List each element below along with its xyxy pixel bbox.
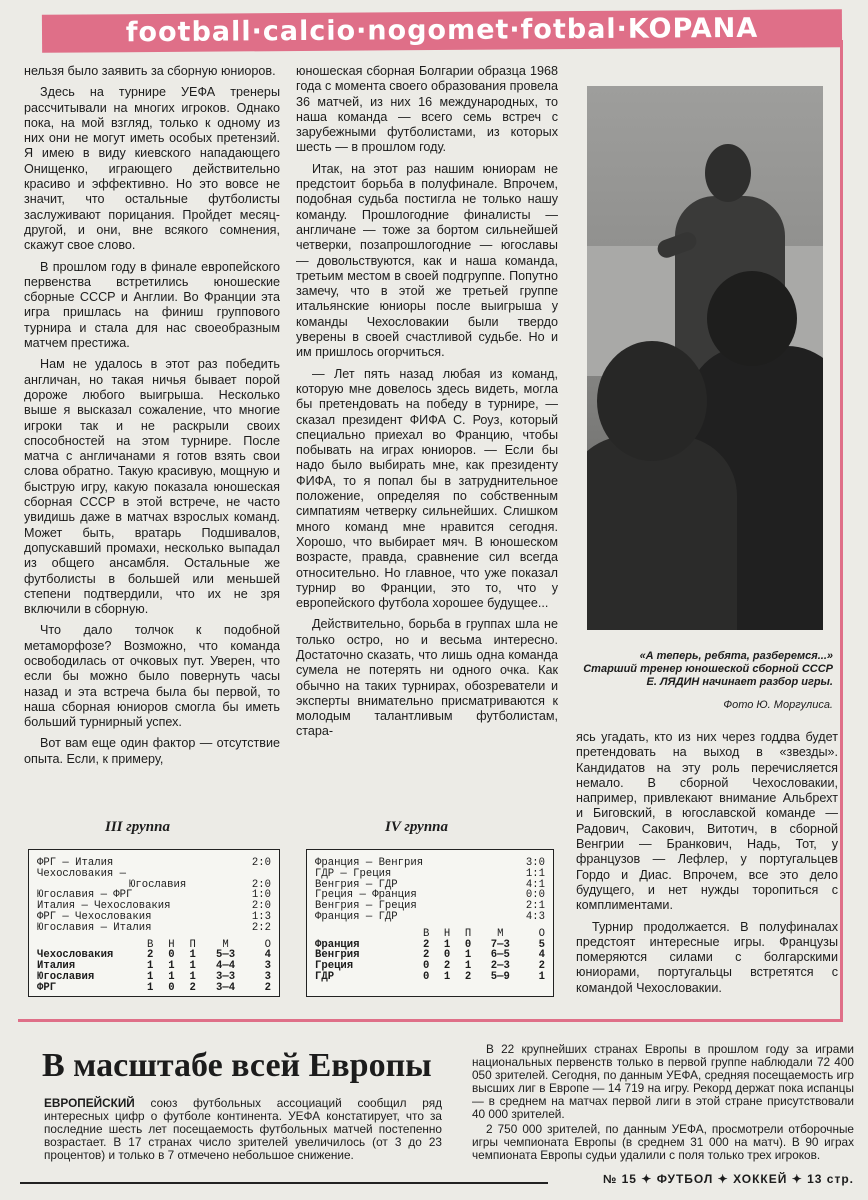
photo-caption	[583, 650, 833, 712]
standings-row: ГДР 0 1 2 5—9 1	[315, 970, 545, 983]
group-4-table	[306, 849, 554, 997]
paragraph: ясь угадать, кто из них через годдва будет претендовать на выход в «звезды». Кандидатов на эту роль перечисляется немало. В сборной Чехословакии, например, привлекают внимание Альбрехт и Биговский, в югославской команде — Радович, Сакович, Витотич, в сборной Венгрии — Бранкович, Надь, Тот, у французов — Лефлер, у португальцев Гордо и Диас. Впрочем, все это дело будущего, и нет нужды торопиться с комплиментами.	[576, 730, 838, 913]
article-headline: В масштабе всей Европы	[42, 1047, 432, 1084]
uefa-article-intro	[44, 1097, 442, 1162]
standings-row: Чехословакия 2 0 1 5—3 4	[37, 949, 271, 962]
standings-header: В Н П М О	[146, 938, 271, 951]
section-banner: football·calcio·nogomet·fotbal·KOPANA	[42, 9, 842, 53]
match-row: Венгрия — ГДР 4:1	[315, 878, 545, 891]
lead-word: ЕВРОПЕЙСКИЙ	[44, 1096, 135, 1110]
paragraph: Действительно, борьба в группах шла не только остро, но и весьма интересно. Достаточно сказать, что лишь одна команда сумела не потерять ни одного очка. Как обычно на таких турнирах, обозреватели и эксперты внимательно присматриваются к молодым талантливым футболистам, стара-	[296, 617, 558, 739]
photo-caption-text: «А теперь, ребята, разберемся...» Старший тренер юношеской сборной СССР Е. ЛЯДИН начинает разбор игры.	[583, 650, 833, 688]
paragraph: Нам не удалось в этот раз победить англичан, но такая ничья бывает порой дороже любого выигрыша. Несколько выше я высказал сожаление, что многие игроки так и не раскрыли своих способностей на этом турнире. После матча с англичанами я готов взять свои слова обратно. Такую красивую, мощную и быструю игру, какую показала юношеская сборная СССР в этой встрече, не часто увидишь даже в матчах взрослых команд. Может быть, вратарь Подшивалов, допускавший промахи, несколько выпадал из общего ансамбля. Остальные же футболисты в большей или меньшей степени подтвердили, что их не зря включили в сборную.	[24, 357, 280, 617]
paragraph: В прошлом году в финале европейского первенства встретились юношеские сборные СССР и Англии. Во Франции эта игра пришлась на финиш группового турнира и стала для нас своеобразным матчем престижа.	[24, 259, 280, 351]
uefa-article-body	[472, 1043, 854, 1164]
standings-row: Италия 1 1 1 4—4 3	[37, 960, 271, 973]
match-row: Венгрия — Греция 2:1	[315, 900, 545, 913]
article-column-3	[576, 730, 838, 1010]
paragraph: В 22 крупнейших странах Европы в прошлом году за играми национальных первенств только в первой группе наблюдали 72 400 050 зрителей. Сегодня, по данным УЕФА, средняя посещаемость игр высших лиг в Европе — 14 719 на игру. Рекорд держат пока испанцы — в среднем на матчах первой лиги в этой стране присутствовали 40 000 зрителей.	[472, 1042, 854, 1121]
article-column-2	[296, 64, 558, 810]
match-row: ФРГ — Италия 2:0	[37, 857, 271, 869]
article-column-1	[24, 64, 280, 810]
photo-credit: Фото Ю. Моргулиса.	[723, 699, 833, 711]
paragraph: Что дало толчок к подобной метаморфозе? Возможно, что команда освободилась от очковых пут. Уверен, что если бы можно было повернуть часы назад и эта встреча была бы первой, то наша сборная юниоров смогла бы иметь больший турнирный успех.	[24, 623, 280, 730]
paragraph: 2 750 000 зрителей, по данным УЕФА, просмотрели отборочные игры чемпионата Европы (в среднем 31 000 на матч). В 90 играх чемпионата Европы судьи удалили с поля только трех игроков.	[472, 1122, 854, 1162]
standings-row: Югославия 1 1 1 3—3 3	[37, 970, 271, 983]
match-row: Франция — ГДР 4:3	[315, 910, 545, 923]
match-row: Франция — Венгрия 3:0	[315, 857, 545, 869]
standings-header: В Н П М О	[423, 927, 545, 940]
paragraph: Вот вам еще один фактор — отсутствие опыта. Если, к примеру,	[24, 736, 280, 766]
paragraph: — Лет пять назад любая из команд, которую мне довелось здесь видеть, могла бы претендовать на победу в турнире, — сказал президент ФИФА С. Роуз, который специально приехал во Францию, чтобы побывать на играх юниоров. — Если бы надо было выбирать мне, как президенту ФИФА, то я попал бы в затруднительное положение, определяя по собственным симпатиям четверку сильнейших. Слишком много команд мне нравится сегодня. Хорошо, что выбирает мяч. В юношеском возрасте, правда, сравнение сил всегда относительно. Но главное, что уже показал турнир во Франции, это то, что у европейского футбола хорошее будущее...	[296, 366, 558, 611]
intro-text: союз футбольных ассоциаций сообщил ряд интересных цифр о футболе континента. УЕФА констатирует, что за последние шесть лет посещаемость футбольных матчей постепенно возрастает. В 17 странах число зрителей увеличилось (от 3 до 23 процентов) и только в 7 отмечено небольшое снижение.	[44, 1096, 442, 1162]
page-footer: № 15 ✦ ФУТБОЛ ✦ ХОККЕЙ ✦ 13 стр.	[602, 1172, 854, 1186]
border-line-vertical	[840, 40, 843, 1020]
group-4-title: IV группа	[385, 819, 449, 835]
match-row: Италия — Чехословакия 2:0	[37, 900, 271, 913]
standings-row: Венгрия 2 0 1 6—5 4	[315, 949, 545, 962]
team-photo	[587, 86, 823, 630]
match-row: Греция — Франция 0:0	[315, 889, 545, 902]
standings-row: Греция 0 2 1 2—3 2	[315, 960, 545, 973]
paragraph: Здесь на турнире УЕФА тренеры рассчитывали на многих игроков. Однако пока, на мой взгляд, только к одному из них они не могут иметь особых претензий. Я имею в виду киевского нападающего Онищенко, играющего действительно красиво и эффективно. Но это вовсе не значит, что остальные футболисты заслуживают порицания. Пройдет месяц-другой, и они, вне всякого сомнения, скажут свое слово.	[24, 85, 280, 253]
border-line-horizontal	[18, 1019, 843, 1022]
match-row: ГДР — Греция 1:1	[315, 867, 545, 880]
match-row: Югославия 2:0	[129, 878, 271, 891]
group-3-title: III группа	[105, 819, 170, 835]
group-3-table	[28, 849, 280, 997]
paragraph: нельзя было заявить за сборную юниоров.	[24, 64, 276, 78]
footer-rule	[20, 1182, 548, 1184]
paragraph: Турнир продолжается. В полуфиналах предстоят интересные игры. Французы померяются силами с болгарскими юниорами, португальцы встретятся с командой Чехословакии.	[576, 919, 838, 995]
match-row: Югославия — Италия 2:2	[37, 921, 271, 934]
match-row: ФРГ — Чехословакия 1:3	[37, 910, 271, 923]
standings-row: ФРГ 1 0 2 3—4 2	[37, 981, 271, 994]
standings-row: Франция 2 1 0 7—3 5	[315, 938, 545, 951]
match-row: Югославия — ФРГ 1:0	[37, 889, 271, 902]
paragraph: юношеская сборная Болгарии образца 1968 года с момента своего образования провела 36 матчей, из них 16 международных, то наша команда — всего семь встреч с зарубежными футболистами, из которых шесть — в прошлом году.	[296, 64, 558, 155]
match-row: Чехословакия —	[37, 867, 127, 880]
paragraph: Итак, на этот раз нашим юниорам не предстоит борьба в полуфинале. Впрочем, подобная судьба постигла не только нашу команду. Прошлогодние финалисты — англичане — тоже за бортом сильнейшей четверки, позапрошлогодние — югославы — довольствуются, как и наша команда, третьим местом в своей подгруппе. Попутно замечу, что в этой же третьей группе итальянские юниоры после выигрыша у команды Чехословакии были твердо уверены в своей счастливой судьбе. Но и им пришлось огорчиться.	[296, 161, 558, 360]
